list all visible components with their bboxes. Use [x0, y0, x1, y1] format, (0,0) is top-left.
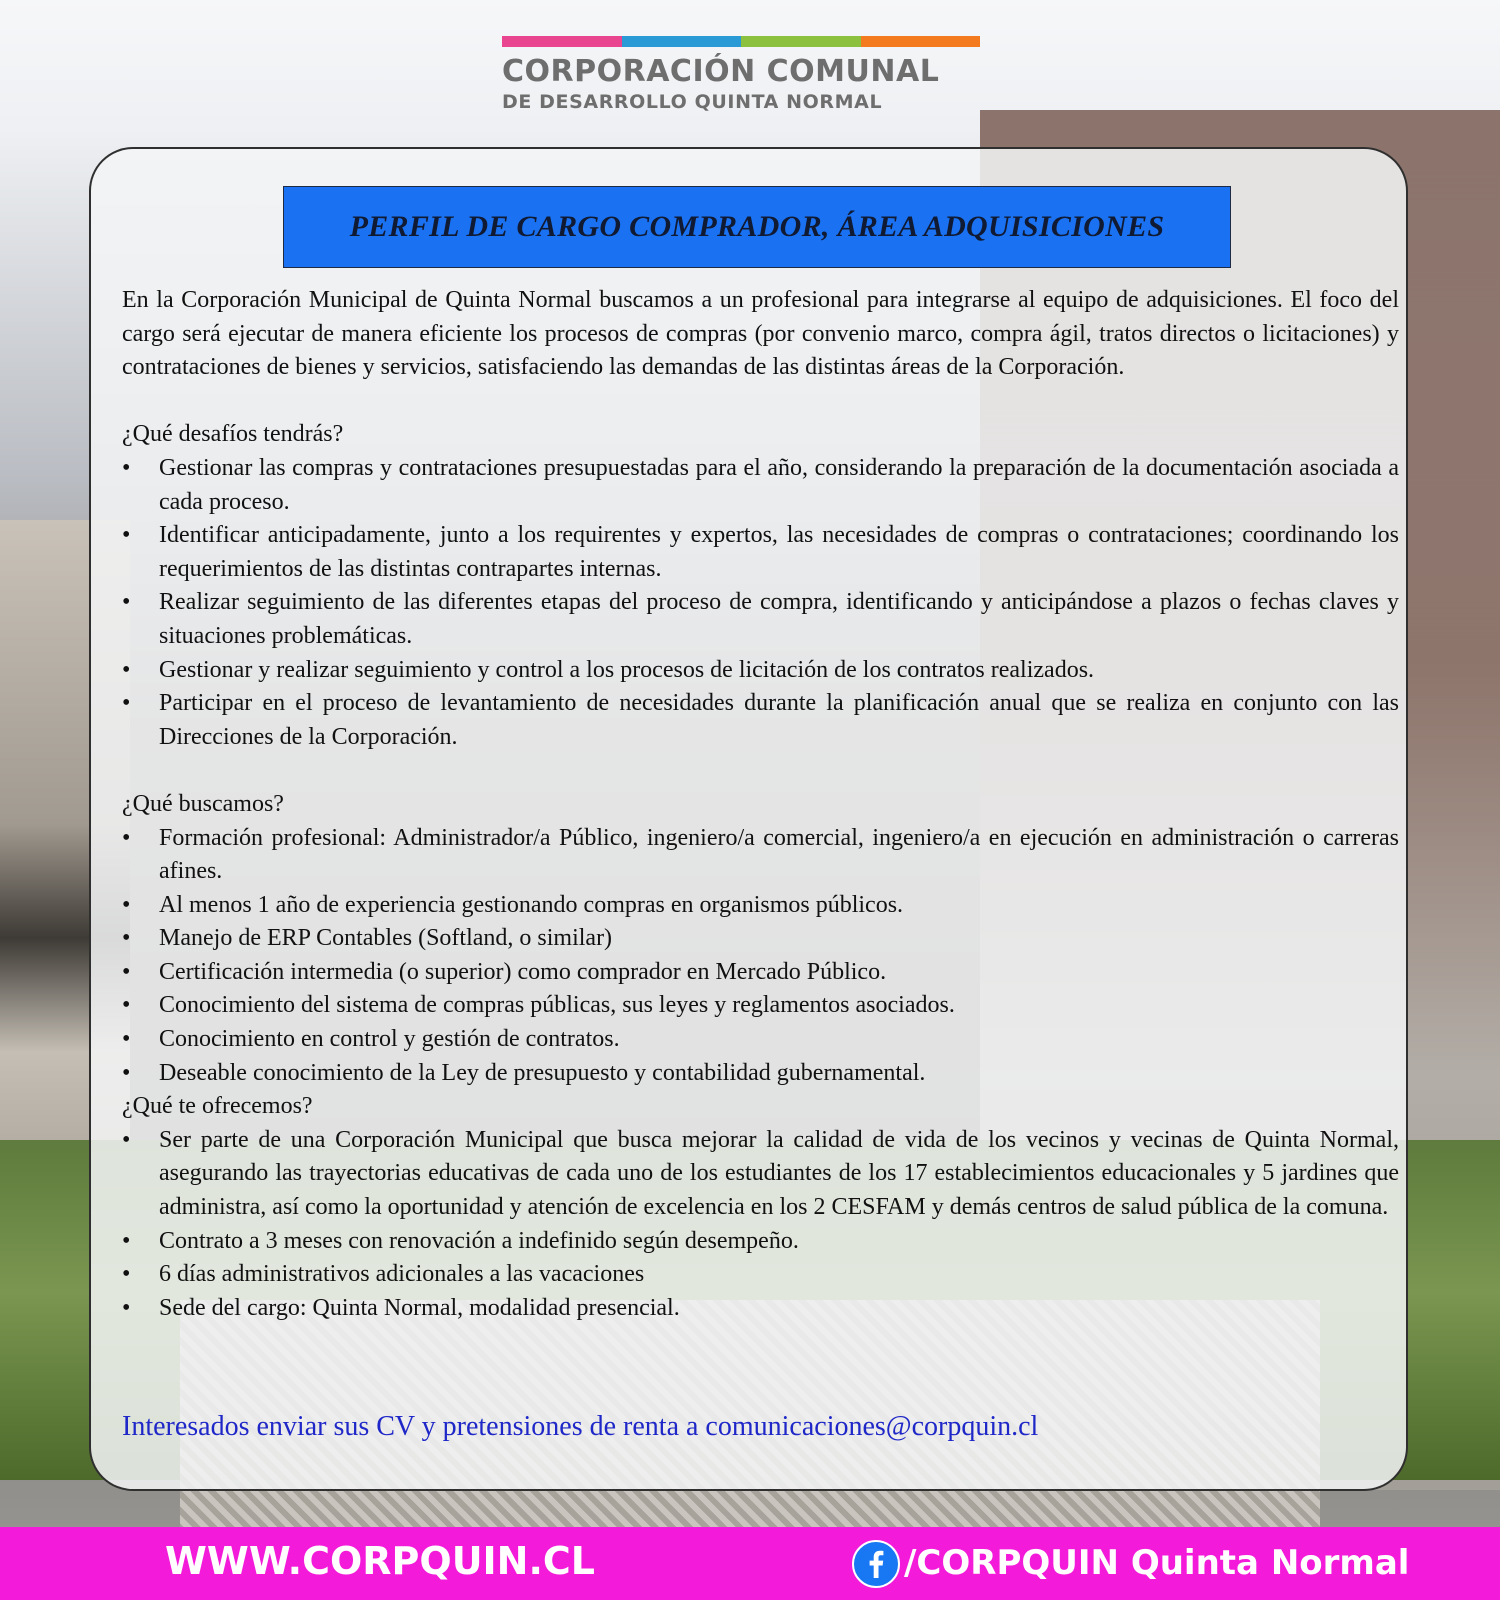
offer-heading: ¿Qué te ofrecemos?	[122, 1093, 313, 1120]
list-item: • 6 días administrativos adicionales a las vacaciones	[122, 1261, 645, 1288]
logo-bar-blue	[622, 36, 742, 47]
logo-bar-green	[741, 36, 861, 47]
list-item: • Certificación intermedia (o superior) como comprador en Mercado Público.	[122, 958, 887, 985]
website-link[interactable]: WWW.CORPQUIN.CL	[165, 1539, 596, 1583]
job-description	[122, 284, 1399, 1325]
list-item: • Manejo de ERP Contables (Softland, o similar)	[122, 925, 613, 952]
intro-paragraph: En la Corporación Municipal de Quinta Normal buscamos a un profesional para integrarse al equipo de adquisiciones. El foco del cargo será ejecutar de manera eficiente los procesos de compras (por convenio marco, compra ágil, tratos directos o licitaciones) y contrataciones de bienes y servicios, satisfaciendo las demandas de las distintas áreas de la Corporación.	[122, 287, 1399, 381]
list-item: • Gestionar y realizar seguimiento y control a los procesos de licitación de los contratos realizados.	[122, 656, 1095, 683]
list-item: • Deseable conocimiento de la Ley de presupuesto y contabilidad gubernamental.	[122, 1059, 926, 1086]
list-item: • Participar en el proceso de levantamiento de necesidades durante la planificación anual que se realiza en conjunto con las Direcciones de la Corporación.	[122, 690, 1399, 750]
offer-list	[122, 1124, 1399, 1326]
job-profile-card	[89, 147, 1408, 1491]
logo-color-bars	[502, 36, 980, 47]
corporation-logo	[502, 36, 982, 115]
logo-bar-orange	[861, 36, 981, 47]
list-item: • Realizar seguimiento de las diferentes etapas del proceso de compra, identificando y anticipándose a plazos o fechas claves y situaciones problemáticas.	[122, 589, 1399, 649]
requirements-list	[122, 822, 1399, 1091]
list-item: • Al menos 1 año de experiencia gestionando compras en organismos públicos.	[122, 891, 904, 918]
page-title: PERFIL DE CARGO COMPRADOR, ÁREA ADQUISICIONES	[349, 210, 1165, 243]
logo-line-1: CORPORACIÓN COMUNAL	[502, 54, 940, 89]
facebook-icon[interactable]	[852, 1540, 900, 1588]
list-item: • Conocimiento del sistema de compras públicas, sus leyes y reglamentos asociados.	[122, 992, 955, 1019]
list-item: • Formación profesional: Administrador/a Público, ingeniero/a comercial, ingeniero/a en ejecución en administración o carreras afines.	[122, 824, 1399, 885]
list-item: • Identificar anticipadamente, junto a los requirentes y expertos, las necesidades de compras o contrataciones; coordinando los requerimientos de las distintas contrapartes internas.	[122, 522, 1399, 582]
requirements-heading: ¿Qué buscamos?	[122, 790, 284, 817]
list-item: • Contrato a 3 meses con renovación a indefinido según desempeño.	[122, 1227, 799, 1254]
list-item: • Conocimiento en control y gestión de contratos.	[122, 1026, 620, 1053]
list-item: • Sede del cargo: Quinta Normal, modalidad presencial.	[122, 1294, 680, 1321]
challenges-heading: ¿Qué desafíos tendrás?	[122, 421, 344, 448]
title-banner	[283, 186, 1231, 268]
challenges-list	[122, 452, 1399, 754]
contact-line: Interesados enviar sus CV y pretensiones de renta a comunicaciones@corpquin.cl	[122, 1411, 1039, 1442]
list-item: • Ser parte de una Corporación Municipal que busca mejorar la calidad de vida de los vecinos y vecinas de Quinta Normal, asegurando las trayectorias educativas de cada uno de los estudiantes de los 17 establecimientos educacionales y 5 jardines que administra, así como la oportunidad y atención de excelencia en los 2 CESFAM y demás centros de salud pública de la comuna.	[122, 1126, 1399, 1221]
footer-bar	[0, 1527, 1500, 1600]
facebook-handle[interactable]: /CORPQUIN Quinta Normal	[904, 1543, 1410, 1583]
logo-bar-pink	[502, 36, 622, 47]
logo-line-2: DE DESARROLLO QUINTA NORMAL	[502, 91, 883, 113]
list-item: • Gestionar las compras y contrataciones presupuestadas para el año, considerando la preparación de la documentación asociada a cada proceso.	[122, 454, 1399, 515]
